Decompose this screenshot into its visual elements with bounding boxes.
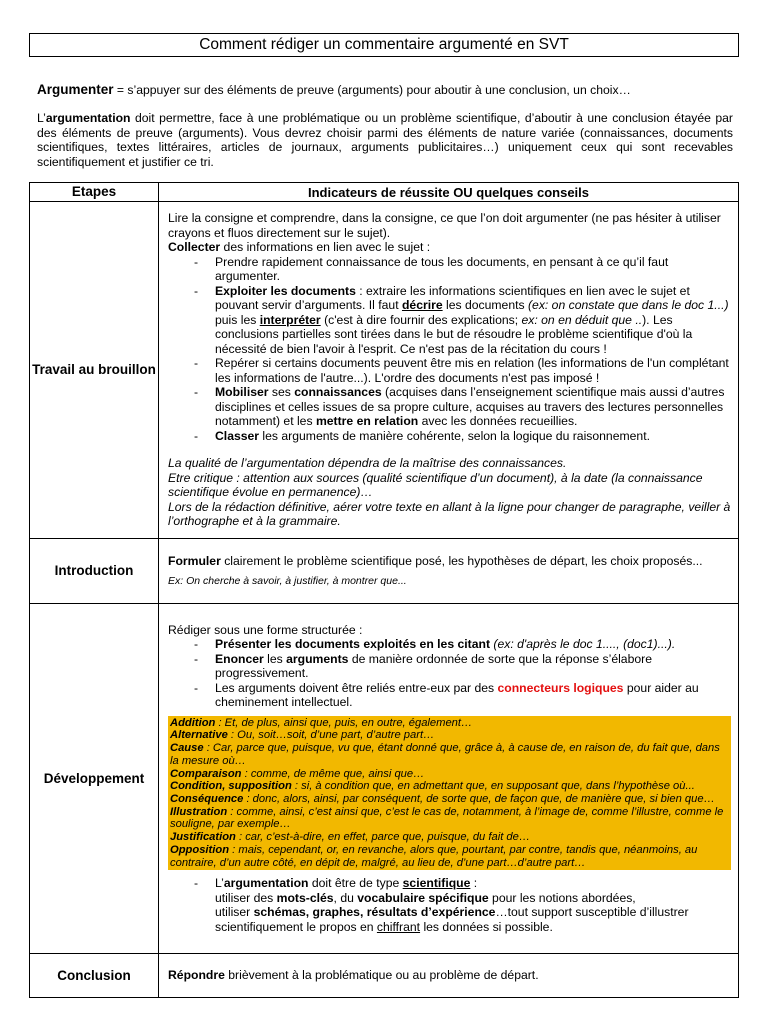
para-term: argumentation	[45, 111, 131, 125]
dev-li4-text: …tout support susceptible d’illustrer scientifiquement le propos en	[215, 905, 689, 934]
conclusion-content	[159, 954, 739, 998]
connector-type: Justification	[170, 831, 236, 844]
li5-term: Classer	[215, 428, 260, 443]
row-brouillon	[30, 202, 739, 539]
connector-item	[170, 780, 729, 793]
connector-words: : donc, alors, ainsi, par conséquent, de sorte que, de façon que, de manière que, si bien que…	[243, 793, 715, 805]
connector-item	[170, 806, 729, 831]
connector-words: : comme, de même que, ainsi que…	[241, 767, 425, 780]
collect-text: des informations en lien avec le sujet :	[220, 240, 431, 255]
brouillon-list	[168, 255, 731, 444]
brouillon-italic-1: La qualité de l’argumentation dépendra de la maîtrise des connaissances.	[168, 456, 567, 471]
para-prefix: L’	[37, 111, 46, 125]
page-title: Comment rédiger un commentaire argumenté en SVT	[29, 33, 739, 57]
collect-term: Collecter	[168, 240, 221, 255]
developpement-content	[159, 604, 739, 954]
connector-item	[170, 742, 729, 767]
list-item	[215, 429, 731, 444]
connector-type: Comparaison	[170, 767, 242, 780]
dev-p1: Rédiger sous une forme structurée :	[168, 622, 363, 637]
connector-type: Alternative	[170, 729, 228, 742]
dev-li3-text: pour aider au cheminement intellectuel.	[215, 680, 699, 710]
li5-text: les arguments de manière cohérente, selon la logique du raisonnement.	[259, 428, 650, 443]
dev-list	[168, 637, 731, 710]
header-indicateurs: Indicateurs de réussite OU quelques conseils	[159, 183, 739, 202]
dev-li4-text: utiliser des	[215, 890, 277, 905]
li4-text: (acquises dans l’enseignement scientifique mais aussi d’autres disciplines et celles issues de sa propre culture, acquises au travers des lectures personnelles notamment) et les	[215, 385, 725, 429]
step-label-conclusion: Conclusion	[30, 954, 159, 998]
connectors-box	[168, 716, 731, 870]
li2-example: (ex: on constate que dans le doc 1...)	[527, 298, 729, 313]
interpreter-term: interpréter	[259, 312, 321, 327]
connector-item	[170, 831, 729, 844]
li2-text: (c'est à dire fournir des explications;	[320, 312, 522, 327]
dev-li2-text: de manière ordonnée de sorte que la réponse s’élabore progressivement.	[215, 651, 652, 681]
connector-type: Addition	[170, 716, 216, 729]
list-item	[215, 637, 731, 652]
mots-cles-term: mots-clés	[276, 890, 334, 905]
repondre-term: Répondre	[168, 968, 225, 983]
connector-words: : si, à condition que, en admettant que, en supposant que, dans l’hypothèse où...	[291, 780, 695, 793]
definition-term: Argumenter	[37, 82, 114, 97]
dev-li4-text: doit être de type	[308, 876, 403, 891]
step-label-introduction: Introduction	[30, 539, 159, 604]
connector-item	[170, 717, 729, 730]
list-item: - Repérer si certains documents peuvent être mis en relation (les informations de l'un complétant les informations de l'autre...). L'ordre des documents n'est pas imposé !	[215, 356, 731, 385]
list-item	[215, 284, 731, 357]
connector-item	[170, 844, 729, 869]
li2-text: : extraire les informations scientifiques en lien avec le sujet et pouvant servir d’arguments. Il faut	[215, 283, 690, 313]
step-label-brouillon: Travail au brouillon	[30, 202, 159, 539]
connector-type: Opposition	[170, 843, 230, 856]
scientifique-term: scientifique	[402, 876, 471, 891]
brouillon-p1: Lire la consigne et comprendre, dans la consigne, ce que l’on doit argumenter (ne pas hésiter à utiliser crayons et fluos directement sur le sujet).	[168, 211, 721, 240]
enoncer-term: Enoncer	[215, 651, 264, 666]
dev-li3-text: Les arguments doivent être reliés entre-eux par des	[215, 680, 498, 695]
brouillon-collect	[168, 240, 731, 255]
step-label-developpement: Développement	[30, 604, 159, 954]
connector-words: : Ou, soit…soit, d’une part, d’autre part…	[227, 729, 435, 742]
intro-example: Ex: On cherche à savoir, à justifier, à montrer que...	[168, 575, 407, 587]
li4-text: avec les données recueillies.	[418, 414, 578, 429]
definition-text: = s’appuyer sur des éléments de preuve (arguments) pour aboutir à une conclusion, un choix…	[113, 83, 631, 97]
list-item	[215, 385, 731, 429]
intro-formuler	[168, 554, 731, 569]
header-etapes: Etapes	[30, 183, 159, 202]
list-item	[215, 681, 731, 710]
decrire-term: décrire	[401, 298, 443, 313]
connector-type: Conséquence	[170, 793, 244, 805]
formuler-text: clairement le problème scientifique posé, les hypothèses de départ, les choix proposés...	[220, 553, 703, 568]
argumentation-paragraph	[37, 111, 733, 169]
connector-type: Condition, supposition	[170, 780, 292, 793]
list-item	[215, 652, 731, 681]
row-introduction	[30, 539, 739, 604]
vocabulaire-term: vocabulaire spécifique	[357, 890, 489, 905]
li4-term: Mobiliser	[215, 385, 269, 400]
li2-text: ). Les conclusions partielles sont tirées dans le but de résoudre le problème scientifique d'où la nécessité de bien l'avoir à l'esprit. Ce n'est pas de la récitation du cours !	[215, 312, 693, 356]
connector-words: : comme, ainsi, c’est ainsi que, c’est le cas de, notamment, à l’image de, comme l’illustre, comme le souligne, par exemple…	[170, 805, 724, 831]
row-conclusion	[30, 954, 739, 998]
li2-example: ex: on en déduit que ..	[521, 312, 643, 327]
brouillon-italic-2: Etre critique : attention aux sources (qualité scientifique d’un document), à la date (la connaissance scientifique évolue en permanence)…	[168, 470, 703, 500]
dev-li2-text: les	[263, 651, 287, 666]
li4-term: connaissances	[294, 385, 382, 400]
connecteurs-logiques-term: connecteurs logiques	[497, 680, 624, 695]
brouillon-italic-3: Lors de la rédaction définitive, aérer votre texte en allant à la ligne pour changer de paragraphe, veiller à l’orthographe et à la grammaire.	[168, 499, 731, 529]
dev-list-2	[168, 876, 731, 934]
introduction-content	[159, 539, 739, 604]
para-text: doit permettre, face à une problématique ou un problème scientifique, d’aboutir à une conclusion étayée par des éléments de preuve (arguments). Vous devrez choisir parmi des éléments de nature variée (connaissances, documents scientifiques, textes littéraires, articles de journaux, arguments publicitaires…) uniquement ceux qui sont recevables scientifiquement et justifier ce tri.	[37, 111, 733, 169]
row-developpement	[30, 604, 739, 954]
table-header-row	[30, 183, 739, 202]
connector-type: Cause	[170, 742, 204, 755]
list-item: - Prendre rapidement connaissance de tous les documents, en pensant à ce qu’il faut argumenter.	[215, 255, 731, 284]
li4-term: mettre en relation	[315, 414, 419, 429]
dev-li1-term: Présenter les documents exploités en les citant	[215, 637, 490, 652]
li2-text: les documents	[442, 298, 528, 313]
argumentation-term: argumentation	[223, 876, 309, 891]
li2-term: Exploiter les documents	[215, 283, 356, 298]
formuler-term: Formuler	[168, 553, 221, 568]
dev-li1-example: (ex: d'après le doc 1...., (doc1)...).	[490, 637, 676, 652]
connector-words: : car, c’est-à-dire, en effet, parce que, puisque, du fait de…	[235, 831, 531, 844]
connector-words: : Et, de plus, ainsi que, puis, en outre, également…	[215, 716, 473, 729]
dev-li4-text: :	[470, 876, 478, 891]
steps-table	[29, 182, 739, 998]
connector-item	[170, 768, 729, 781]
dev-li4-text: utiliser	[215, 905, 254, 920]
argumenter-definition	[37, 83, 733, 98]
arguments-term: arguments	[286, 651, 349, 666]
chiffrant-term: chiffrant	[376, 919, 421, 934]
li2-text: puis les	[215, 312, 260, 327]
li4-text: ses	[268, 385, 295, 400]
conclusion-text: brièvement à la problématique ou au problème de départ.	[224, 968, 539, 983]
connector-words: : Car, parce que, puisque, vu que, étant donné que, grâce à, à cause de, en raison de, du fait que, dans la mesure où…	[170, 742, 720, 767]
dev-li4-text: , du	[333, 890, 358, 905]
dev-li4-text: L’	[215, 876, 224, 891]
brouillon-content	[159, 202, 739, 539]
list-item	[215, 876, 731, 934]
connector-type: Illustration	[170, 805, 228, 818]
connector-item	[170, 793, 729, 806]
schemas-term: schémas, graphes, résultats d’expérience	[253, 905, 496, 920]
dev-li4-text: les données si possible.	[420, 919, 553, 934]
connector-words: : mais, cependant, or, en revanche, alors que, pourtant, par contre, tandis que, néanmoins, au contraire, d’un autre côté, en dépit de, malgré, au lieu de, d’une part…d’autre part…	[170, 843, 698, 869]
dev-li4-text: pour les notions abordées,	[488, 890, 636, 905]
connector-item	[170, 729, 729, 742]
